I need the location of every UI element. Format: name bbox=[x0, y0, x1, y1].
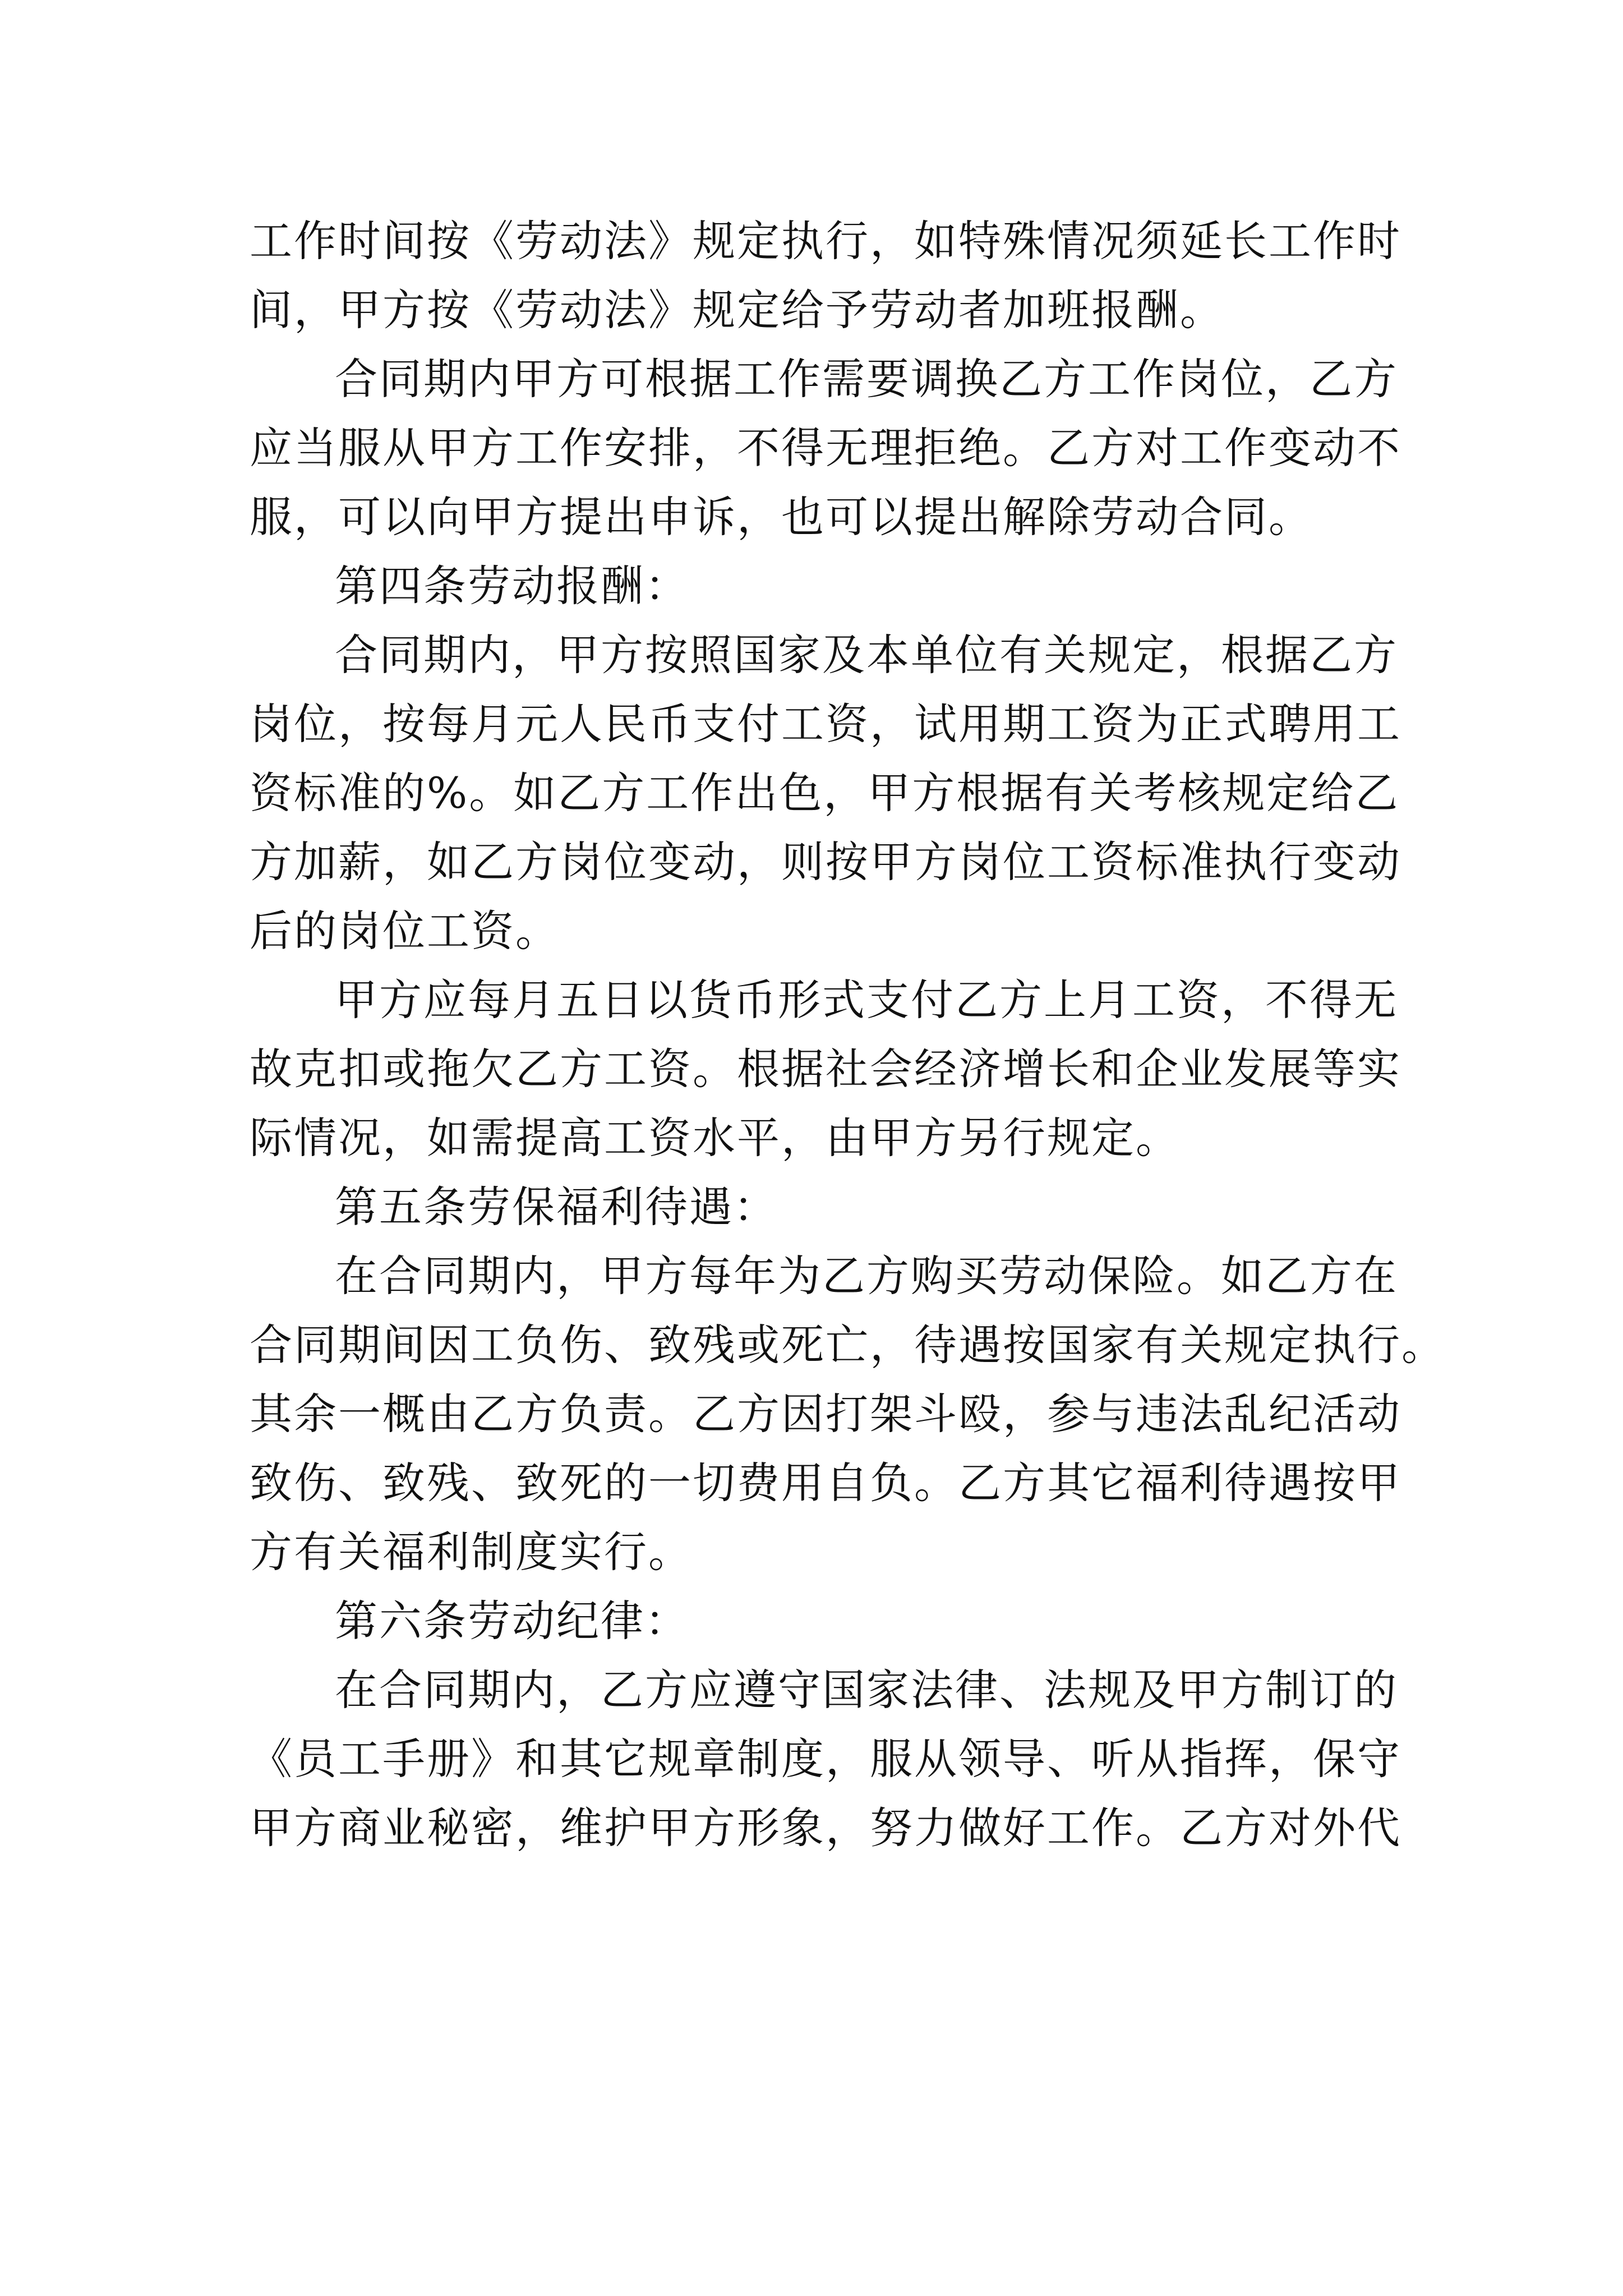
section-heading: 第六条劳动纪律： bbox=[335, 1596, 689, 1646]
text-line: 间，甲方按《劳动法》规定给予劳动者加班报酬。 bbox=[250, 285, 1224, 335]
section-heading-article-4 bbox=[250, 551, 1385, 620]
text-line: 工作时间按《劳动法》规定执行，如特殊情况须延长工作时 bbox=[250, 216, 1401, 266]
paragraph-salary-payment bbox=[250, 965, 1401, 1172]
text-line: 甲方商业秘密，维护甲方形象，努力做好工作。乙方对外代 bbox=[250, 1803, 1401, 1853]
text-line: 岗位，按每月元人民币支付工资，试用期工资为正式聘用工 bbox=[250, 699, 1401, 749]
text-line: 后的岗位工资。 bbox=[250, 906, 560, 956]
text-line: 际情况，如需提高工资水平，由甲方另行规定。 bbox=[250, 1113, 1180, 1163]
section-heading-article-5 bbox=[250, 1172, 1385, 1241]
text-line: 合同期内，甲方按照国家及本单位有关规定，根据乙方 bbox=[335, 630, 1398, 680]
text-line: 合同期间因工负伤、致残或死亡，待遇按国家有关规定执行。 bbox=[250, 1320, 1446, 1370]
text-line: 方有关福利制度实行。 bbox=[250, 1527, 693, 1577]
text-line: 《员工手册》和其它规章制度，服从领导、听从指挥，保守 bbox=[250, 1734, 1401, 1784]
paragraph-job-transfer bbox=[250, 344, 1401, 551]
text-line: 故克扣或拖欠乙方工资。根据社会经济增长和企业发展等实 bbox=[250, 1044, 1401, 1094]
text-line: 应当服从甲方工作安排，不得无理拒绝。乙方对工作变动不 bbox=[250, 423, 1401, 473]
text-line: 服，可以向甲方提出申诉，也可以提出解除劳动合同。 bbox=[250, 492, 1313, 542]
text-line: 甲方应每月五日以货币形式支付乙方上月工资，不得无 bbox=[335, 975, 1398, 1025]
text-line: 在合同期内，乙方应遵守国家法律、法规及甲方制订的 bbox=[335, 1665, 1398, 1715]
section-heading-article-6 bbox=[250, 1586, 1385, 1655]
text-line: 在合同期内，甲方每年为乙方购买劳动保险。如乙方在 bbox=[335, 1251, 1398, 1301]
text-line: 方加薪，如乙方岗位变动，则按甲方岗位工资标准执行变动 bbox=[250, 837, 1401, 887]
section-heading: 第四条劳动报酬： bbox=[335, 561, 689, 611]
text-line: 资标准的%。如乙方工作出色，甲方根据有关考核规定给乙 bbox=[250, 768, 1400, 818]
paragraph-discipline bbox=[250, 1655, 1401, 1862]
document-body bbox=[250, 206, 1446, 1862]
text-line: 合同期内甲方可根据工作需要调换乙方工作岗位，乙方 bbox=[335, 354, 1398, 404]
text-line: 致伤、致残、致死的一切费用自负。乙方其它福利待遇按甲 bbox=[250, 1458, 1401, 1508]
paragraph-welfare bbox=[250, 1241, 1446, 1586]
paragraph-remuneration bbox=[250, 620, 1401, 965]
paragraph-work-hours bbox=[250, 206, 1401, 344]
text-line: 其余一概由乙方负责。乙方因打架斗殴，参与违法乱纪活动 bbox=[250, 1389, 1401, 1439]
section-heading: 第五条劳保福利待遇： bbox=[335, 1182, 778, 1232]
